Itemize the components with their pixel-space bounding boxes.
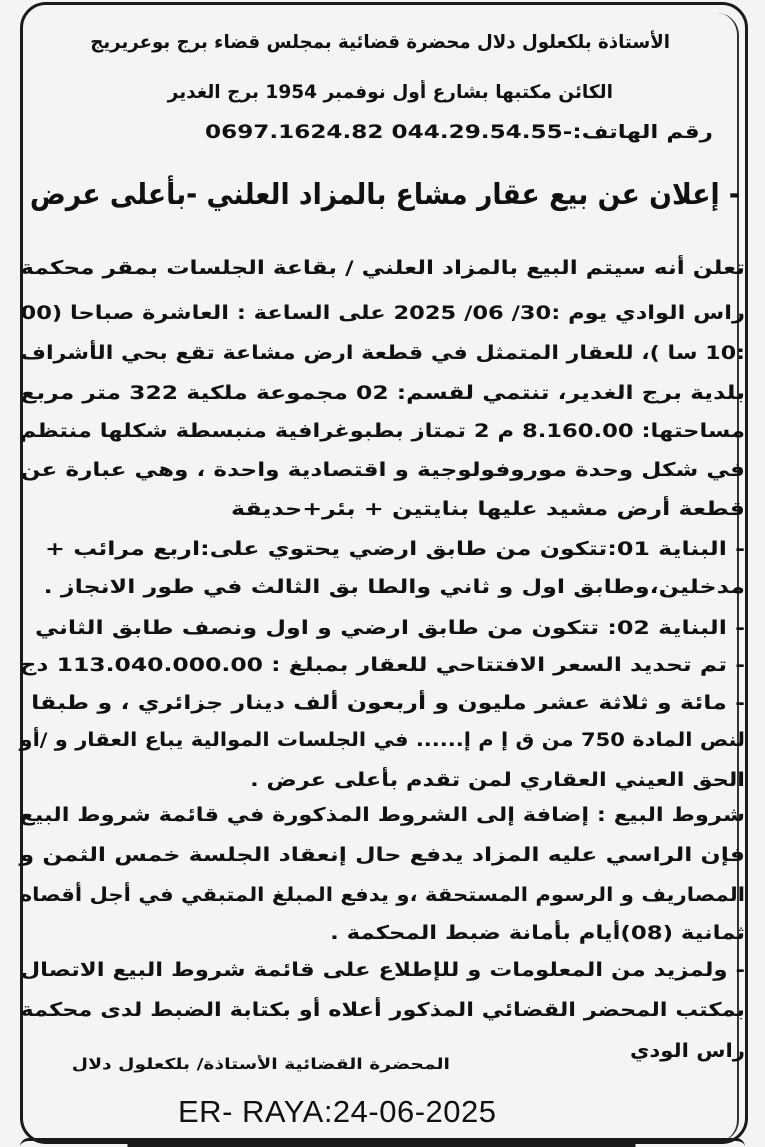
body-line: - تم تحديد السعر الافتتاحي للعقار بمبلغ : 113.040.000.00 دج [19,654,745,676]
body-line: المصاريف و الرسوم المستحقة ،و يدفع المبلغ المتبقي في أجل أقصاه [19,884,746,906]
body-line: - البناية 01:تتكون من طابق ارضي يحتوي على:اربع مرائب + [45,538,745,560]
body-line: شروط البيع : إضافة إلى الشروط المذكورة في قائمة شروط البيع [19,804,745,826]
body-line: - ولمزيد من المعلومات و للإطلاع على قائمة شروط البيع الاتصال [20,959,745,981]
body-line: في شكل وحدة موروفولوجية و اقتصادية واحدة ، وهي عبارة عن [20,459,746,481]
body-line: - البناية 02: تتكون من طابق ارضي و اول ونصف طابق الثاني [34,617,745,639]
body-line: :10 سا )، للعقار المتمثل في قطعة ارض مشاعة تقع بحي الأشراف [20,342,745,364]
header-phone-line: رقم الهاتف:-044.29.54.55 0697.1624.82 [205,122,713,143]
signature: المحضرة القضائية الأستاذة/ بلكعلول دلال [71,1055,450,1073]
body-line: قطعة أرض مشيد عليها بنايتين + بئر+حديقة [230,498,745,520]
publication-footer: ER- RAYA:24-06-2025 [178,1094,497,1129]
body-line: لنص المادة 750 من ق إ م إ...... في الجلسات الموالية يباع العقار و /أو [19,729,745,751]
body-line: - مائة و ثلاثة عشر مليون و أربعون ألف دينار جزائري ، و طبقا [31,692,745,714]
body-line: مدخلين،وطابق اول و ثاني والطا بق الثالث في طور الانجاز . [43,576,745,598]
body-line: بمكتب المحضر القضائي المذكور أعلاه أو بكتابة الضبط لدى محكمة [20,999,746,1021]
notice-title: - إعلان عن بيع عقار مشاع بالمزاد العلني -بأعلى عرض [29,177,740,211]
header-line-2: الكائن مكتبها بشارع أول نوفمبر 1954 برج الغدير [167,82,613,103]
body-line: بلدية برج الغدير، تنتمي لقسم: 02 مجموعة ملكية 322 متر مربع [20,382,745,404]
body-line: راس الودي [629,1040,745,1062]
body-line: ثمانية (08)أيام بأمانة ضبط المحكمة . [330,922,745,944]
body-line: فإن الراسي عليه المزاد يدفع حال إنعقاد الجلسة خمس الثمن و [19,844,745,866]
body-line: الحق العيني العقاري لمن تقدم بأعلى عرض . [250,769,745,791]
header-line-1: الأستاذة بلكعلول دلال محضرة قضائية بمجلس قضاء برج بوعريريج [90,32,671,53]
body-line: راس الوادي يوم :30/ 06/ 2025 على الساعة : العاشرة صباحا (00 [20,302,745,324]
body-line: تعلن أنه سيتم البيع بالمزاد العلني / بقاعة الجلسات بمقر محكمة [20,257,745,279]
body-line: مساحتها: 8.160.00 م 2 تمتاز بطبوغرافية منبسطة شكلها منتظم [19,420,745,442]
bottom-border [20,1138,745,1147]
